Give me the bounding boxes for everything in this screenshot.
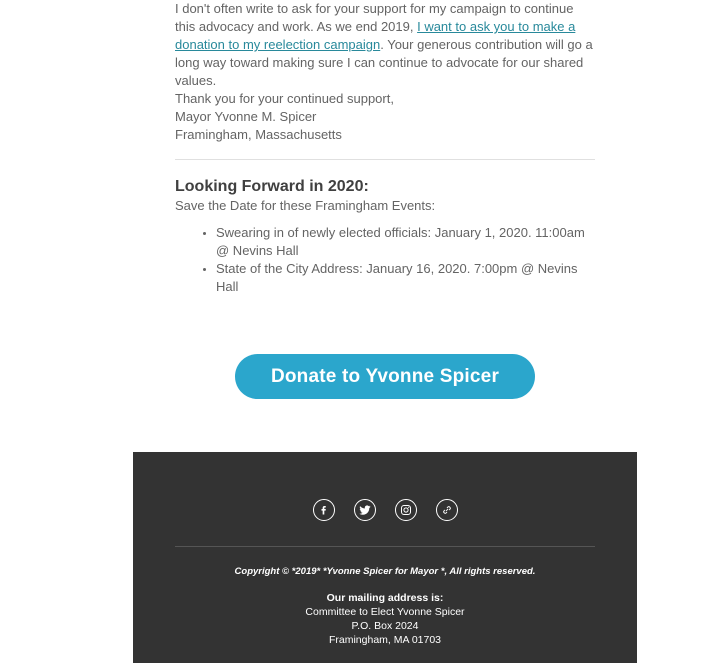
twitter-icon[interactable] bbox=[354, 499, 376, 521]
donate-button[interactable]: Donate to Yvonne Spicer bbox=[235, 354, 535, 399]
intro-text-before: I don't often write to ask for your support for my campaign to continue this advocacy and work. As we end 2019, bbox=[175, 1, 574, 34]
signature-location: Framingham, Massachusetts bbox=[175, 127, 342, 142]
button-row bbox=[175, 354, 595, 399]
mailing-heading: Our mailing address is: bbox=[326, 592, 444, 604]
mailing-line: P.O. Box 2024 bbox=[351, 620, 419, 632]
events-list bbox=[175, 224, 595, 296]
list-item: • State of the City Address: January 16, 2020. 7:00pm @ Nevins Hall bbox=[216, 260, 595, 296]
mailing-line: Committee to Elect Yvonne Spicer bbox=[305, 606, 465, 618]
email-content bbox=[133, 0, 637, 399]
intro-text-after: . Your generous contribution will go a long way toward making sure I can continue to advocate for our shared values. bbox=[175, 37, 593, 88]
list-item: • Swearing in of newly elected officials: January 1, 2020. 11:00am @ Nevins Hall bbox=[216, 224, 595, 260]
thanks-line: Thank you for your continued support, bbox=[175, 91, 394, 106]
section-divider bbox=[175, 159, 595, 160]
intro-paragraph bbox=[175, 0, 595, 90]
donation-link[interactable]: I want to ask you to make a donation to my reelection campaign bbox=[175, 19, 576, 52]
mailing-line: Framingham, MA 01703 bbox=[328, 634, 442, 646]
facebook-icon[interactable] bbox=[313, 499, 335, 521]
website-link-icon[interactable] bbox=[436, 499, 458, 521]
events-intro: Save the Date for these Framingham Events: bbox=[175, 198, 436, 213]
mailing-address-block bbox=[175, 591, 595, 647]
copyright-line: Copyright © *2019* *Yvonne Spicer for Mayor *, All rights reserved. bbox=[234, 566, 536, 577]
email-body bbox=[133, 0, 637, 663]
social-links-row bbox=[175, 499, 595, 521]
instagram-icon[interactable] bbox=[395, 499, 417, 521]
footer-divider bbox=[175, 546, 595, 547]
signature-block bbox=[175, 108, 595, 144]
email-footer bbox=[133, 452, 637, 663]
signature-name: Mayor Yvonne M. Spicer bbox=[175, 109, 317, 124]
section-heading: Looking Forward in 2020: bbox=[175, 178, 369, 195]
